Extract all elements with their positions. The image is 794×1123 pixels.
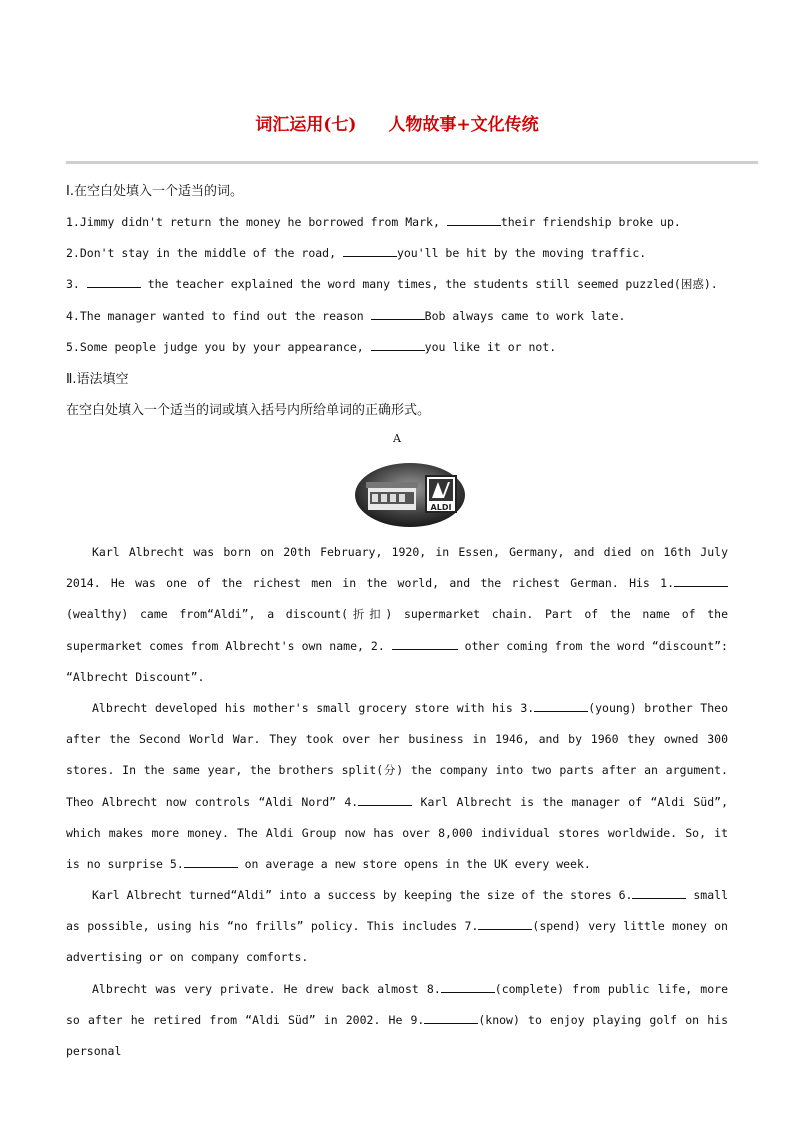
passage-paragraph-1: Karl Albrecht was born on 20th February, 1920, in Essen, Germany, and died on 16th July 2014. He was one of the richest men in the world, and the richest German. His 1.(wealthy) came from“Aldi”, a discount(折扣) supermarket chain. Part of the name of the supermarket comes from Albrecht's own name, 2. other coming from the word “discount”: “Albrecht Discount”. [66,545,728,684]
passage-blank-4[interactable] [358,794,412,806]
passage-label: A [393,432,401,445]
logo-text: ALDI [430,503,452,512]
question-3: 3. the teacher explained the word many times, the students still seemed puzzled(困惑). [66,277,718,291]
answer-blank-4[interactable] [371,308,425,320]
passage-paragraph-2: Albrecht developed his mother's small grocery store with his 3. (young) brother Theo after the Second World War. They took over her business in 1946, and by 1960 they owned 300 stores. In the same year, the brothers split(分) the company into two parts after an argument. Theo Albrecht now controls “Aldi Nord” 4. Karl Albrecht is the manager of “Aldi Süd”, which makes more money. The Aldi Group now has over 8,000 individual stores worldwide. So, it is no surprise 5. on average a new store opens in the UK every week. [66,701,728,872]
passage-blank-5[interactable] [184,856,238,868]
title-right: 人物故事+文化传统 [388,115,539,135]
part1-heading: Ⅰ.在空白处填入一个适当的词。 [66,184,243,199]
title-left: 词汇运用(七) [255,115,357,135]
question-4: 4.The manager wanted to find out the reason Bob always came to work late. [66,309,626,323]
page-title [0,110,794,135]
passage-blank-2[interactable] [392,638,458,650]
part2-instruction: 在空白处填入一个适当的词或填入括号内所给单词的正确形式。 [66,403,431,418]
passage-blank-8[interactable] [441,981,495,993]
answer-blank-5[interactable] [371,339,425,351]
part2-heading: Ⅱ.语法填空 [66,372,129,387]
passage-blank-7[interactable] [478,918,532,930]
aldi-store-image [354,462,466,528]
question-1: 1.Jimmy didn't return the money he borrowed from Mark, their friendship broke up. [66,215,681,229]
question-5: 5.Some people judge you by your appearance, you like it or not. [66,340,557,354]
passage-blank-6[interactable] [632,887,686,899]
answer-blank-2[interactable] [343,245,397,257]
passage-blank-1[interactable] [674,575,728,587]
passage-paragraph-4: Albrecht was very private. He drew back almost 8. (complete) from public life, more so after he retired from “Aldi Süd” in 2002. He 9. (know) to enjoy playing golf on his personal [66,982,728,1059]
passage-blank-3[interactable] [534,700,588,712]
answer-blank-3[interactable] [87,276,141,288]
question-2: 2.Don't stay in the middle of the road, you'll be hit by the moving traffic. [66,246,647,260]
passage-blank-9[interactable] [424,1012,478,1024]
passage-paragraph-3: Karl Albrecht turned“Aldi” into a success by keeping the size of the stores 6. small as possible, using his “no frills” policy. This includes 7. (spend) very little money on advertising or on company comforts. [66,888,728,965]
header-divider [66,161,758,164]
answer-blank-1[interactable] [447,214,501,226]
